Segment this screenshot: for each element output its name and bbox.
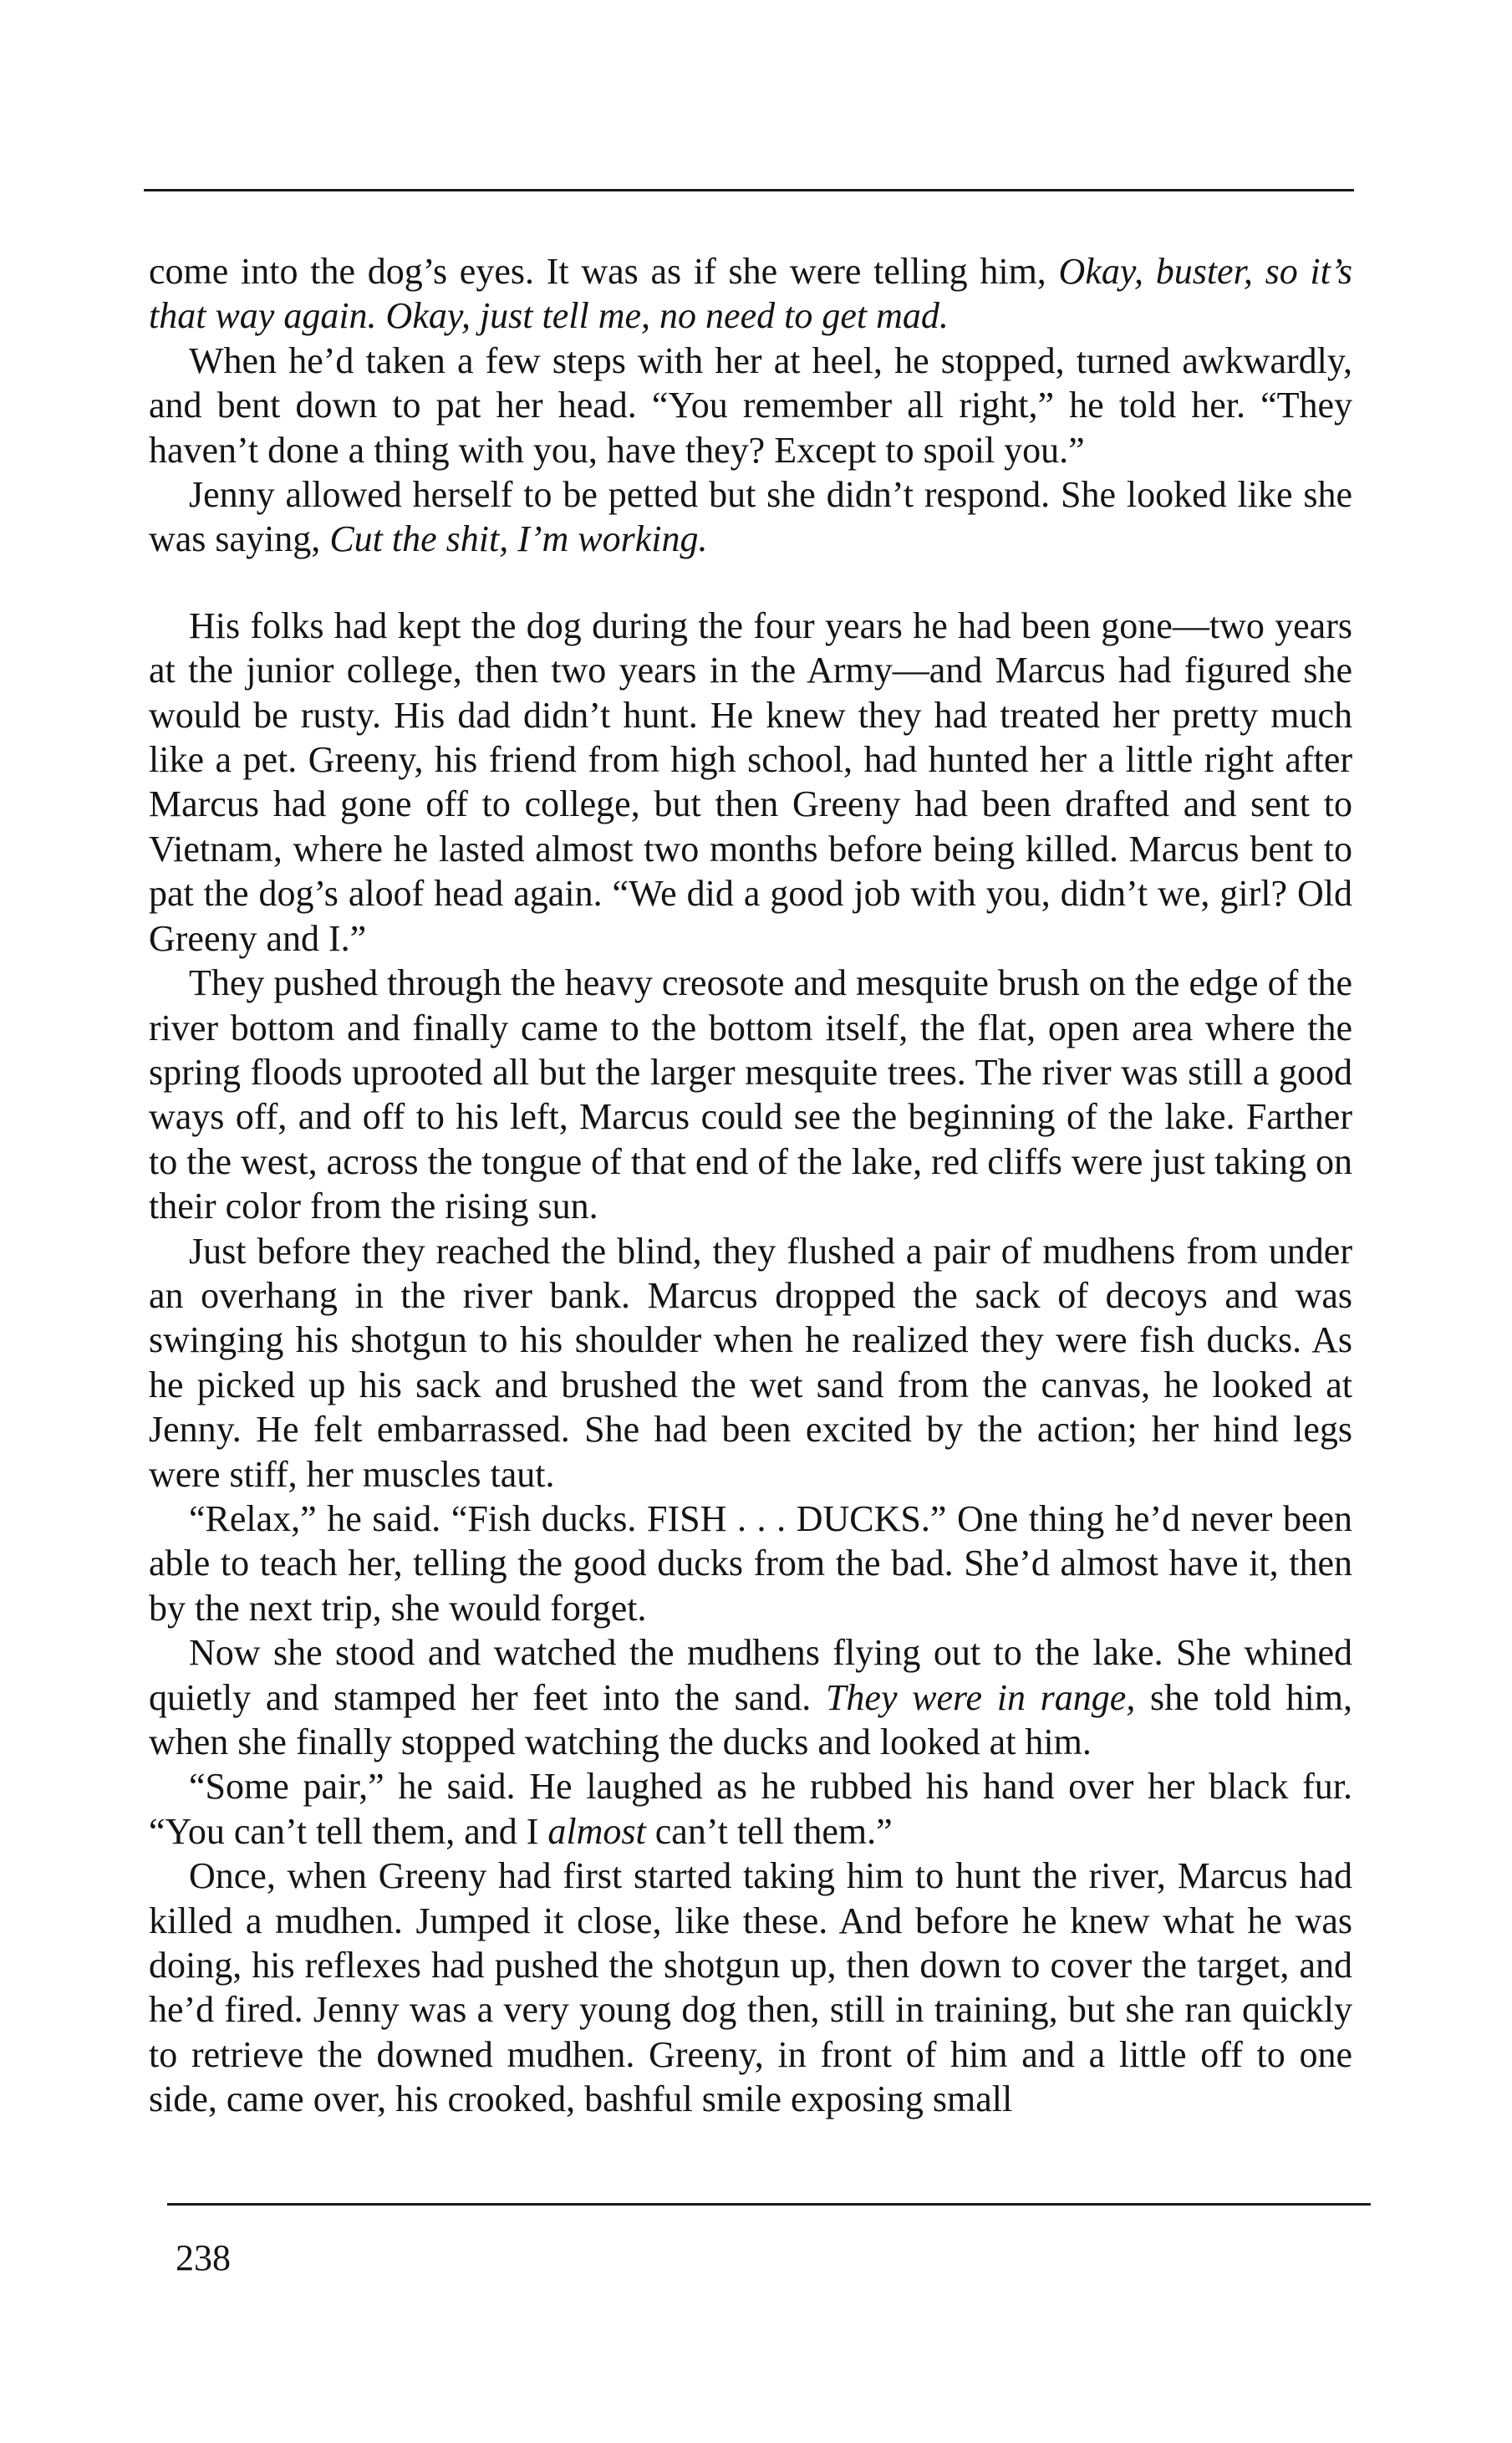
text-run: They pushed through the heavy creosote and mesquite brush on the edge of the river bottom and finally came to the bottom itself, the flat, open area where the spring floods uprooted all but the larger mesquite trees. The river was still a good ways off, and off to his left, Marcus could see the beginning of the lake. Farther to the west, across the tongue of that end of the lake, red cliffs were just taking on their color from the rising sun. <box>149 962 1352 1227</box>
paragraph-10 <box>149 1854 1352 2121</box>
text-run: When he’d taken a few steps with her at heel, he stopped, turned awkwardly, and bent down to pat her head. “You remember all right,” he told her. “They haven’t done a thing with you, have they? Except to spoil you.” <box>149 339 1352 471</box>
text-run: Once, when Greeny had first started taking him to hunt the river, Marcus had killed a mudhen. Jumped it close, like these. And before he knew what he was doing, his reflexes had pushed the shotgun up, then down to cover the target, and he’d fired. Jenny was a very young dog then, still in training, but she ran quickly to retrieve the downed mudhen. Greeny, in front of him and a little off to one side, came over, his crooked, bashful smile exposing small <box>149 1855 1352 2120</box>
text-run: Now she stood and watched the mudhens flying out to the lake. She whined quietly and stamped her feet into the sand. <box>149 1632 1352 1718</box>
paragraph-6 <box>149 1229 1352 1497</box>
text-run: Jenny allowed herself to be petted but she didn’t respond. She looked like she was saying, <box>149 474 1352 560</box>
page-number: 238 <box>176 2237 231 2278</box>
text-run: can’t tell them.” <box>645 1810 893 1852</box>
paragraph-9 <box>149 1764 1352 1854</box>
paragraph-7 <box>149 1497 1352 1630</box>
paragraph-4 <box>149 604 1352 961</box>
text-run: come into the dog’s eyes. It was as if she were telling him, <box>149 251 1059 292</box>
paragraph-2 <box>149 339 1352 472</box>
italic-run: almost <box>547 1810 646 1852</box>
paragraph-5 <box>149 961 1352 1228</box>
italic-run: They were in range, <box>825 1676 1136 1718</box>
paragraph-3 <box>149 472 1352 562</box>
text-run: Just before they reached the blind, they flushed a pair of mudhens from under an overhang in the river bank. Marcus dropped the sack of decoys and was swinging his shotgun to his shoulder when he realized they were fish ducks. As he picked up his sack and brushed the wet sand from the canvas, he looked at Jenny. He felt embarrassed. She had been excited by the action; her hind legs were stiff, her muscles taut. <box>149 1230 1352 1495</box>
header-rule <box>144 189 1354 191</box>
text-run: “Relax,” he said. “Fish ducks. FISH . . . DUCKS.” One thing he’d never been able to teach her, telling the good ducks from the bad. She’d almost have it, then by the next trip, she would forget. <box>149 1497 1352 1629</box>
body-text <box>149 249 1352 2122</box>
text-run: she told him, when she finally stopped watching the ducks and looked at him. <box>149 1676 1352 1762</box>
paragraph-8 <box>149 1630 1352 1764</box>
italic-run: Okay, buster, so it’s that way again. Okay, just tell me, no need to get mad. <box>149 251 1352 337</box>
italic-run: Cut the shit, I’m working. <box>329 518 708 560</box>
text-run: “Some pair,” he said. He laughed as he rubbed his hand over her black fur. “You can’t tell them, and I <box>149 1766 1352 1852</box>
text-run: His folks had kept the dog during the four years he had been gone—two years at the junior college, then two years in the Army—and Marcus had figured she would be rusty. His dad didn’t hunt. He knew they had treated her pretty much like a pet. Greeny, his friend from high school, had hunted her a little right after Marcus had gone off to college, but then Greeny had been drafted and sent to Vietnam, where he lasted almost two months before being killed. Marcus bent to pat the dog’s aloof head again. “We did a good job with you, didn’t we, girl? Old Greeny and I.” <box>149 604 1352 959</box>
paragraph-1 <box>149 249 1352 339</box>
footer-rule <box>167 2203 1371 2206</box>
